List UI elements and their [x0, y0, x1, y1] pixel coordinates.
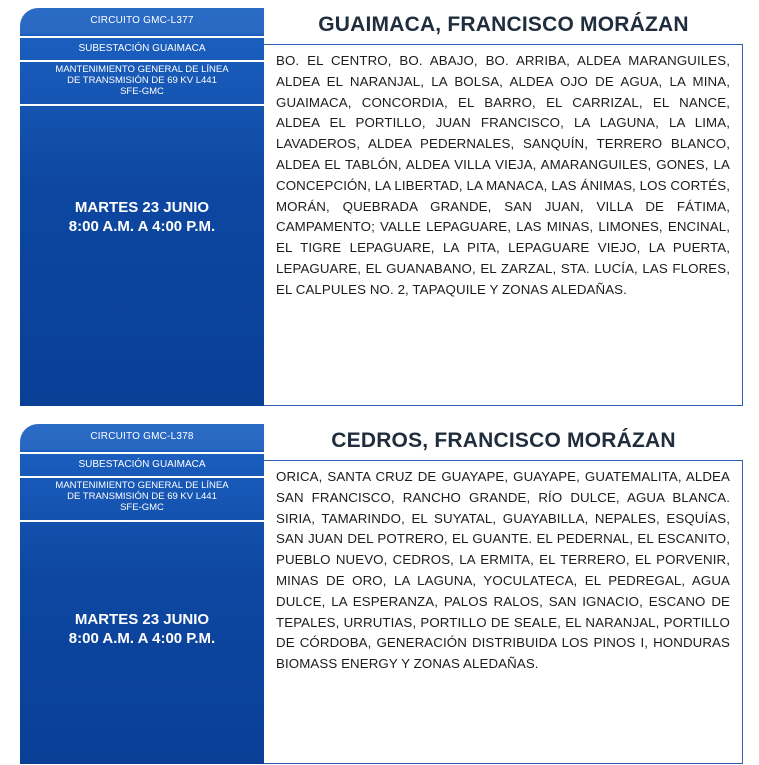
schedule-block — [20, 610, 264, 648]
work-description-line: DE TRANSMISIÓN DE 69 KV L441 — [67, 75, 217, 86]
outage-date: MARTES 23 JUNIO — [74, 611, 210, 628]
work-description-line: MANTENIMIENTO GENERAL DE LÍNEA — [55, 480, 229, 491]
work-description-line: SFE-GMC — [120, 502, 164, 513]
work-description — [20, 478, 264, 522]
circuit-label: CIRCUITO GMC-L378 — [20, 424, 264, 450]
work-description-line: SFE-GMC — [120, 86, 164, 97]
notice-content — [264, 8, 743, 406]
outage-time: 8:00 A.M. A 4:00 P.M. — [68, 630, 216, 647]
notice-content — [264, 424, 743, 764]
work-description-line: MANTENIMIENTO GENERAL DE LÍNEA — [55, 64, 229, 75]
circuit-label: CIRCUITO GMC-L377 — [20, 8, 264, 34]
affected-areas-text: BO. EL CENTRO, BO. ABAJO, BO. ARRIBA, ALDEA MARANGUILES, ALDEA EL NARANJAL, LA BOLSA, ALDEA OJO DE AGUA, LA MINA, GUAIMACA, CONCORDIA, EL BARRO, EL CARRIZAL, EL NANCE, ALDEA EL PORTILLO, JUAN FRANCISCO, LA LAGUNA, LA LIMA, LAVADEROS, ALDEA PEDERNALES, SANQUÍN, TERRERO BLANCO, ALDEA EL TABLÓN, ALDEA VILLA VIEJA, AMARANGUILES, GONES, LA CONCEPCIÓN, LA LIBERTAD, LA MANACA, LAS ÁNIMAS, LOS CORTÉS, MORÁN, QUEBRADA GRANDE, SAN JUAN, VILLA DE FÁTIMA, CAMPAMENTO; VALLE LEPAGUARE, LAS MINAS, LIMONES, ENCINAL, EL TIGRE LEPAGUARE, LA PITA, LEPAGUARE VIEJO, LA PUERTA, LEPAGUARE, EL GUANABANO, EL ZARZAL, STA. LUCÍA, LAS FLORES, EL CALPULES NO. 2, TAPAQUILE Y ZONAS ALEDAÑAS. — [276, 53, 730, 297]
affected-areas-box — [264, 44, 743, 406]
outage-notice-card — [20, 8, 743, 406]
outage-notice-card — [20, 424, 743, 764]
work-description-line: DE TRANSMISIÓN DE 69 KV L441 — [67, 491, 217, 502]
location-title: GUAIMACA, FRANCISCO MORÁZAN — [264, 8, 743, 42]
outage-time: 8:00 A.M. A 4:00 P.M. — [68, 218, 216, 235]
outage-date: MARTES 23 JUNIO — [74, 199, 210, 216]
substation-label: SUBESTACIÓN GUAIMACA — [20, 452, 264, 478]
affected-areas-text: ORICA, SANTA CRUZ DE GUAYAPE, GUAYAPE, GUATEMALITA, ALDEA SAN FRANCISCO, RANCHO GRANDE, RÍO DULCE, AGUA BLANCA. SIRIA, TAMARINDO, EL SUYATAL, GUAYABILLA, NEPALES, ESQUÍAS, SAN JUAN DEL POTRERO, EL GUANTE. EL PEDERNAL, EL ESCANITO, PUEBLO NUEVO, CEDROS, LA ERMITA, EL TERRERO, EL PORVENIR, MINAS DE ORO, LA LAGUNA, YOCULATECA, EL PEDREGAL, AGUA DULCE, LA ESPERANZA, PALOS RALOS, SAN IGNACIO, ESCANO DE TEPALES, URRUTIAS, PORTILLO DE SEALE, EL NARANJAL, PORTILLO DE CÓRDOBA, GENERACIÓN DISTRIBUIDA LOS PINOS I, HONDURAS BIOMASS ENERGY Y ZONAS ALEDAÑAS. — [276, 469, 730, 672]
location-title: CEDROS, FRANCISCO MORÁZAN — [264, 424, 743, 458]
affected-areas-box — [264, 460, 743, 764]
notice-info-panel — [20, 8, 264, 406]
notice-info-panel — [20, 424, 264, 764]
schedule-block — [20, 198, 264, 236]
substation-label: SUBESTACIÓN GUAIMACA — [20, 36, 264, 62]
work-description — [20, 62, 264, 106]
